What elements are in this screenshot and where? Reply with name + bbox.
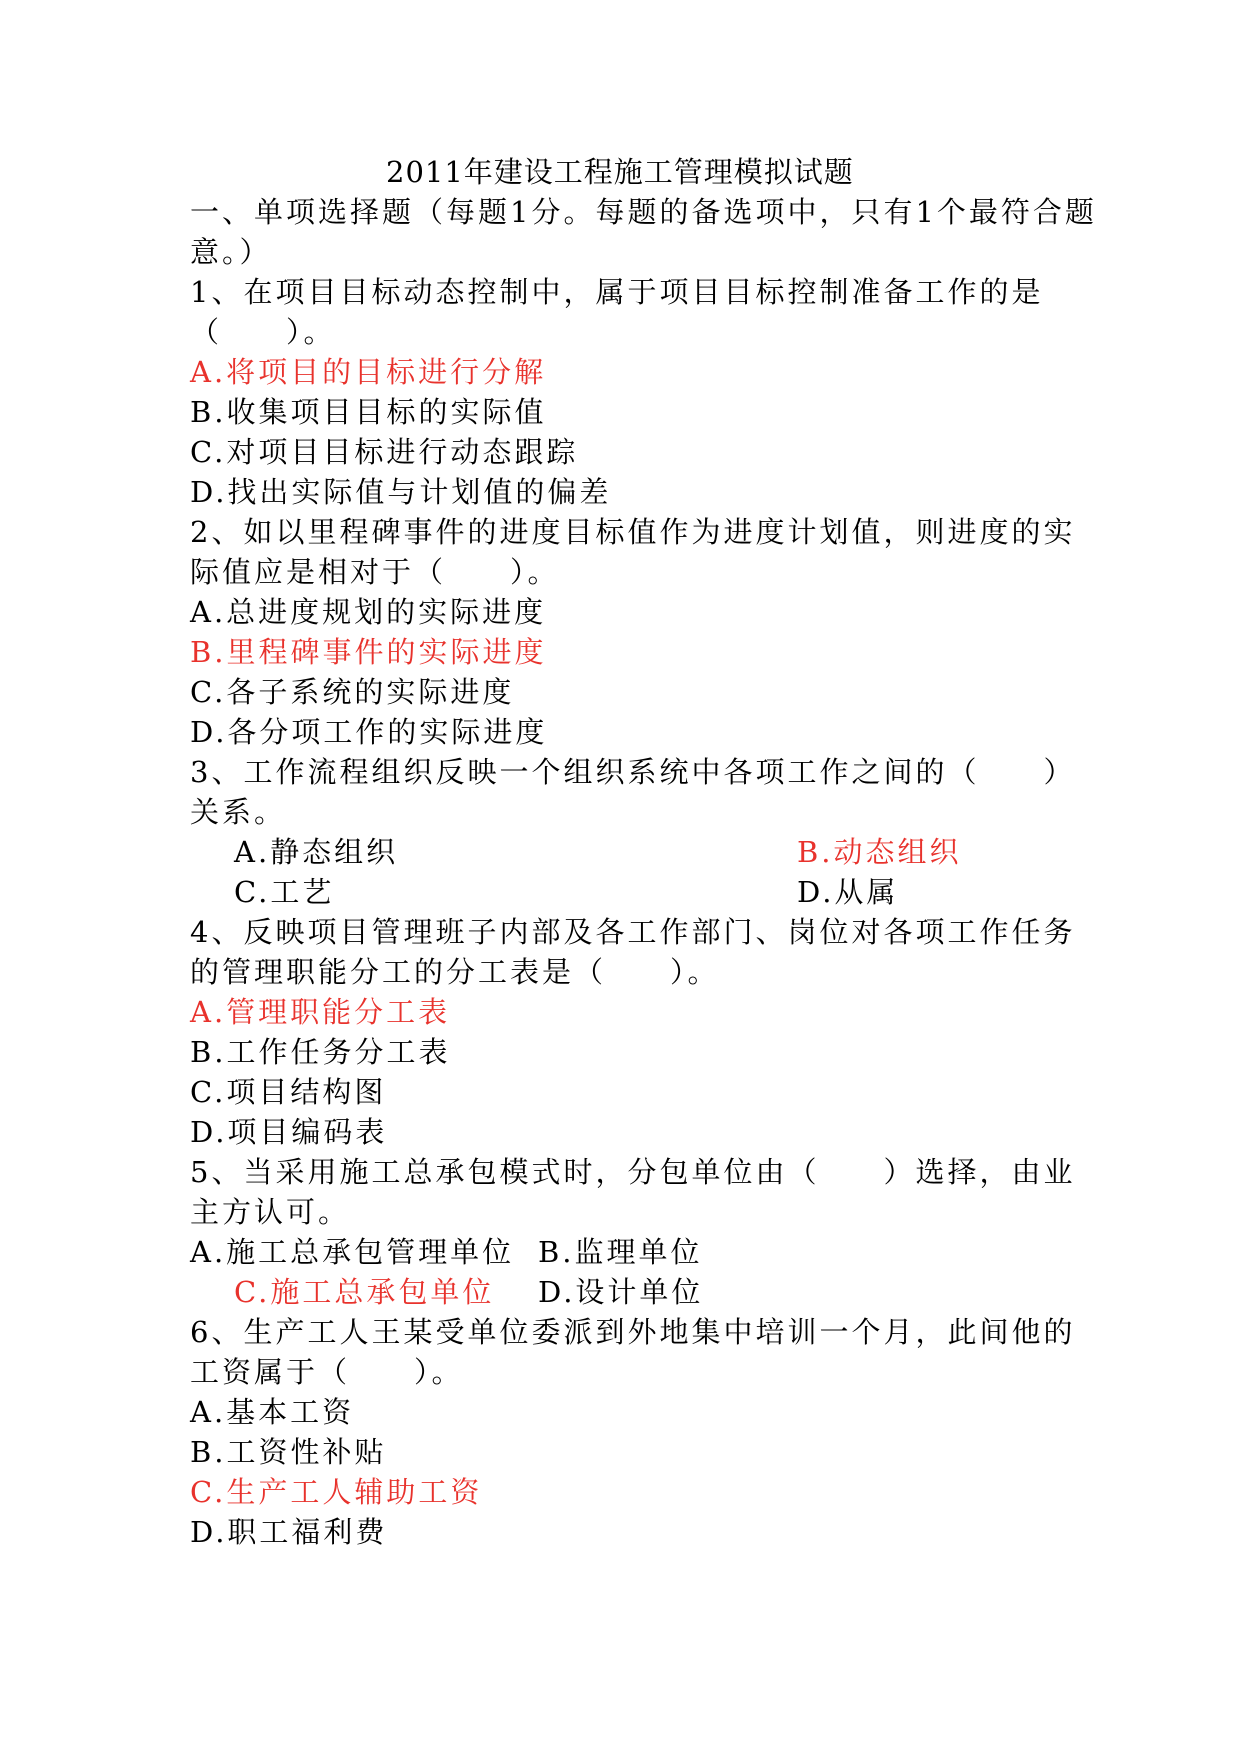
question-2-option-d: D.各分项工作的实际进度 <box>190 715 548 749</box>
question-4-stem-line-2: 的管理职能分工的分工表是（ ）。 <box>190 955 720 989</box>
question-4-option-a: A.管理职能分工表 <box>190 995 451 1029</box>
question-1-stem-line-2: （ ）。 <box>190 315 336 349</box>
question-6-option-d: D.职工福利费 <box>190 1515 388 1549</box>
question-6-option-c: C.生产工人辅助工资 <box>190 1475 483 1509</box>
question-6-stem-line-1: 6、生产工人王某受单位委派到外地集中培训一个月，此间他的 <box>190 1315 1076 1349</box>
question-1-option-a: A.将项目的目标进行分解 <box>190 355 547 389</box>
question-6-stem-line-2: 工资属于（ ）。 <box>190 1355 464 1389</box>
question-6-option-a: A.基本工资 <box>190 1395 355 1429</box>
document-title: 2011年建设工程施工管理模拟试题 <box>386 155 854 189</box>
question-5-stem-line-2: 主方认可。 <box>190 1195 351 1229</box>
question-5-option-d: D.设计单位 <box>538 1275 704 1309</box>
section-heading-line-1: 一、单项选择题（每题1分。每题的备选项中，只有1个最符合题 <box>190 195 1097 229</box>
question-5-stem-line-1: 5、当采用施工总承包模式时，分包单位由（ ）选择，由业 <box>190 1155 1076 1189</box>
question-4-stem-line-1: 4、反映项目管理班子内部及各工作部门、岗位对各项工作任务 <box>190 915 1076 949</box>
question-2-option-b: B.里程碑事件的实际进度 <box>190 635 547 669</box>
question-2-option-c: C.各子系统的实际进度 <box>190 675 515 709</box>
question-4-option-b: B.工作任务分工表 <box>190 1035 451 1069</box>
question-3-stem-line-1: 3、工作流程组织反映一个组织系统中各项工作之间的（ ） <box>190 755 1076 789</box>
question-2-stem-line-1: 2、如以里程碑事件的进度目标值作为进度计划值，则进度的实 <box>190 515 1076 549</box>
question-1-option-b: B.收集项目目标的实际值 <box>190 395 547 429</box>
question-1-option-c: C.对项目目标进行动态跟踪 <box>190 435 579 469</box>
question-6-option-b: B.工资性补贴 <box>190 1435 387 1469</box>
question-1-option-d: D.找出实际值与计划值的偏差 <box>190 475 612 509</box>
question-3-option-d: D.从属 <box>797 875 899 909</box>
question-3-option-c: C.工艺 <box>234 875 335 909</box>
question-4-option-d: D.项目编码表 <box>190 1115 388 1149</box>
question-5-option-b: B.监理单位 <box>538 1235 703 1269</box>
question-2-option-a: A.总进度规划的实际进度 <box>190 595 547 629</box>
question-2-stem-line-2: 际值应是相对于（ ）。 <box>190 555 560 589</box>
question-1-stem-line-1: 1、在项目目标动态控制中，属于项目目标控制准备工作的是 <box>190 275 1044 309</box>
question-4-option-c: C.项目结构图 <box>190 1075 387 1109</box>
question-3-option-b: B.动态组织 <box>797 835 962 869</box>
question-5-option-a: A.施工总承包管理单位 <box>190 1235 515 1269</box>
question-3-stem-line-2: 关系。 <box>190 795 287 829</box>
section-heading-line-2: 意。） <box>190 235 272 269</box>
question-3-option-a: A.静态组织 <box>234 835 399 869</box>
question-5-option-c: C.施工总承包单位 <box>234 1275 495 1309</box>
